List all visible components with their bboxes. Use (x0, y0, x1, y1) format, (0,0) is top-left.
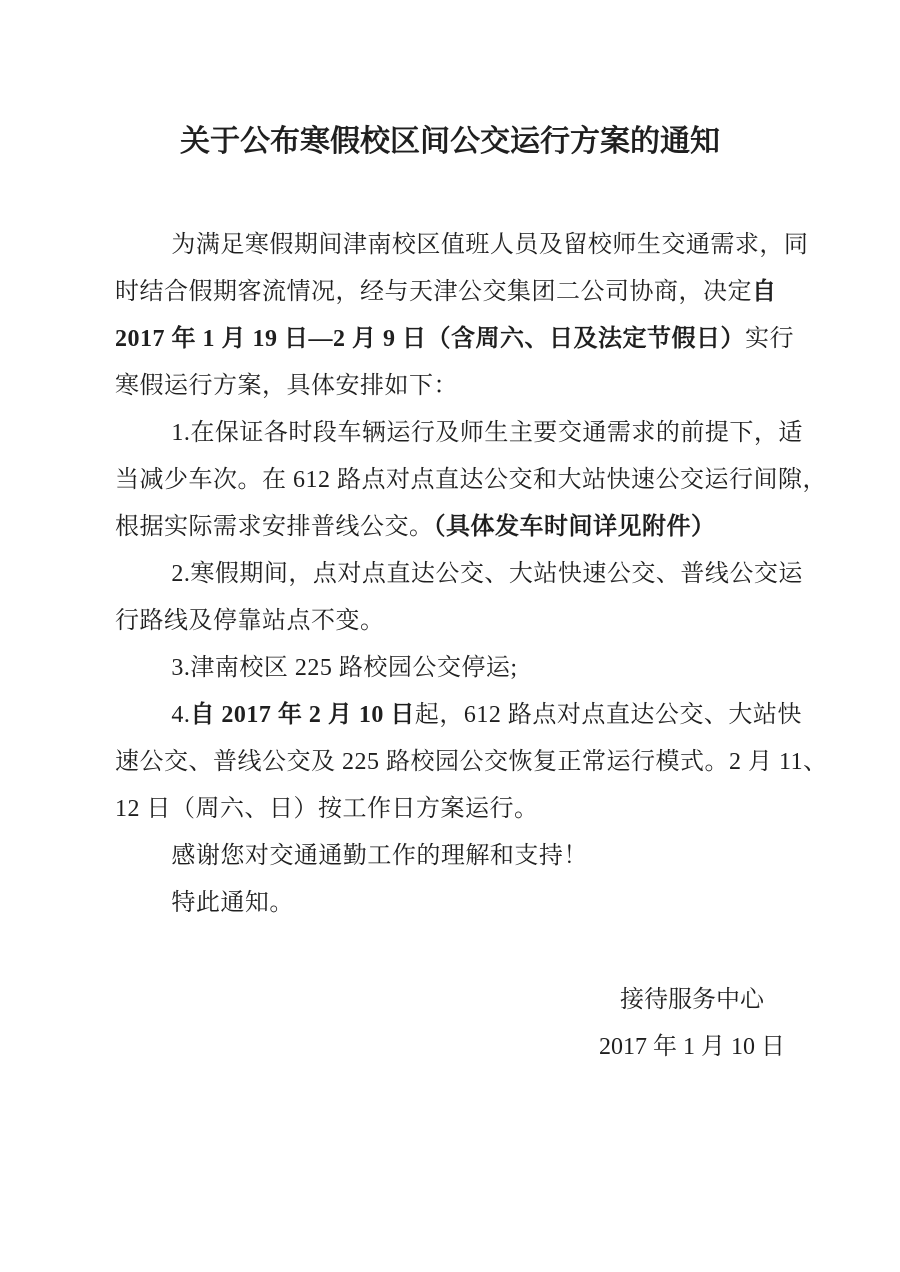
text-segment: 当减少车次。在 612 路点对点直达公交和大站快速公交运行间隙， (115, 467, 827, 493)
text-line (115, 880, 787, 927)
bold-text-segment: 2017 年 1 月 19 日—2 月 9 日（含周六、日及法定节假日） (115, 326, 745, 352)
document-title: 关于公布寒假校区间公交运行方案的通知 (180, 125, 720, 158)
signature-name: 接待服务中心 (620, 987, 764, 1013)
text-line (115, 410, 803, 457)
text-segment: 时结合假期客流情况，经与天津公交集团二公司协商，决定 (115, 279, 752, 305)
text-segment: 寒假运行方案，具体安排如下： (115, 373, 458, 399)
text-segment: 3.津南校区 225 路校园公交停运; (171, 655, 518, 681)
text-line (115, 222, 809, 269)
text-segment: 感谢您对交通通勤工作的理解和支持！ (171, 843, 588, 869)
text-segment: 起，612 路点对点直达公交、大站快 (414, 702, 802, 728)
text-segment: 速公交、普线公交及 225 路校园公交恢复正常运行模式。2 月 11、 (115, 749, 828, 775)
text-line (115, 692, 802, 739)
text-line (115, 645, 787, 692)
text-line (115, 786, 787, 833)
text-line (115, 457, 827, 504)
text-segment: 特此通知。 (171, 890, 294, 916)
text-segment: 实行 (745, 326, 794, 352)
text-line (115, 316, 794, 363)
text-segment: 行路线及停靠站点不变。 (115, 608, 385, 634)
text-line (115, 739, 828, 786)
signature-date: 2017 年 1 月 10 日 (599, 1034, 785, 1060)
text-line (115, 363, 787, 410)
document-body (0, 222, 900, 927)
text-segment: 12 日（周六、日）按工作日方案运行。 (115, 796, 539, 822)
signature-block (599, 977, 785, 1071)
text-line (115, 833, 787, 880)
text-line (115, 551, 803, 598)
bold-text-segment: 自 (752, 279, 777, 305)
bold-text-segment: （具体发车时间详见附件） (433, 514, 716, 540)
text-segment: 为满足寒假期间津南校区值班人员及留校师生交通需求，同 (171, 232, 809, 258)
text-segment: 根据实际需求安排普线公交。 (115, 514, 434, 540)
text-segment: 2.寒假期间，点对点直达公交、大站快速公交、普线公交运 (171, 561, 803, 587)
bold-text-segment: 自 2017 年 2 月 10 日 (190, 702, 415, 728)
text-segment: 1.在保证各时段车辆运行及师生主要交通需求的前提下，适 (171, 420, 803, 446)
text-line (115, 598, 787, 645)
text-segment: 4. (171, 702, 191, 728)
text-line (115, 269, 787, 316)
text-line (115, 504, 787, 551)
